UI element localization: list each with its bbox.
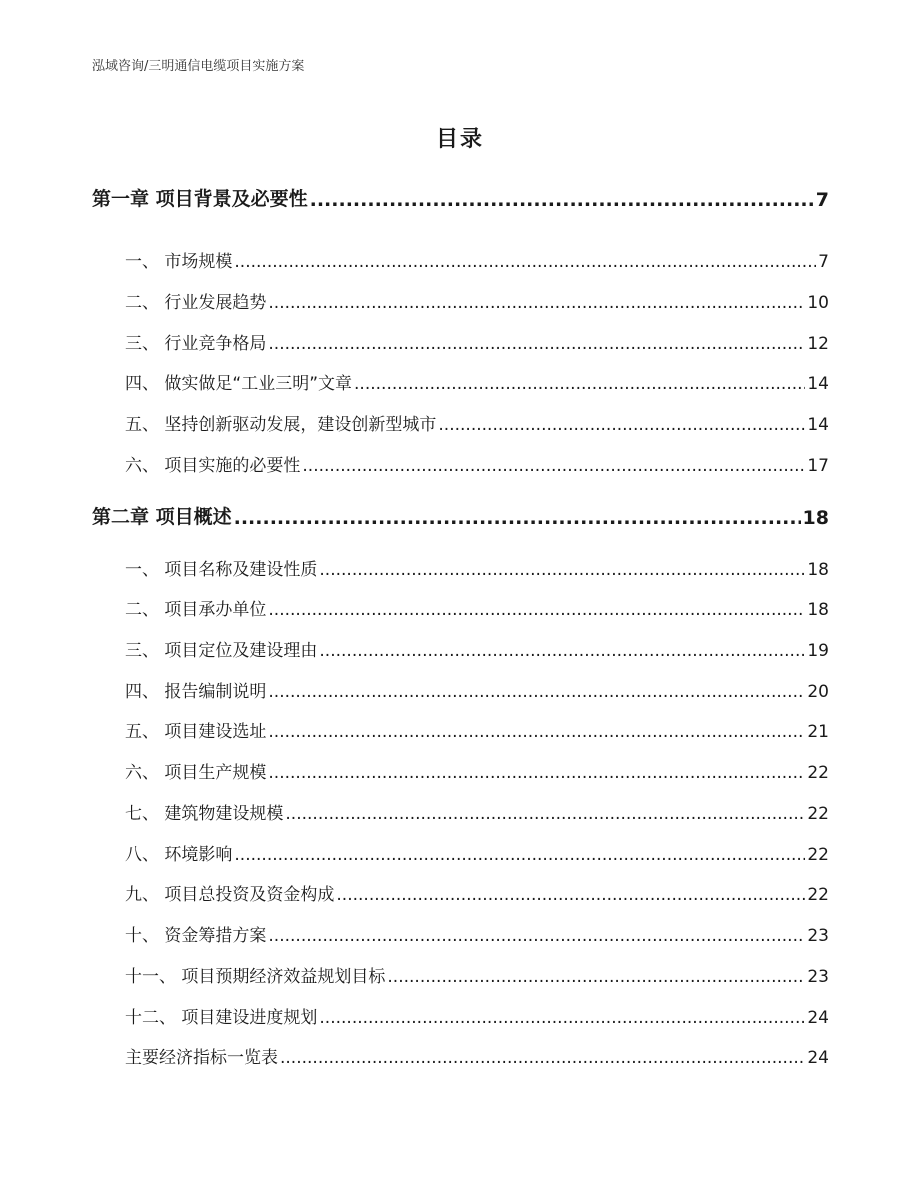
toc-page-number: 18: [807, 560, 829, 580]
toc-entry[interactable]: [125, 636, 829, 661]
toc-page-number: 21: [807, 722, 829, 742]
toc-page-number: 22: [807, 845, 829, 865]
toc-entry[interactable]: [125, 677, 829, 702]
toc-entry-label: 主要经济指标一览表: [125, 1048, 278, 1068]
toc-leader-dots: [319, 1008, 805, 1028]
toc-entry-label: 一、 项目名称及建设性质: [125, 560, 318, 580]
toc-page-number: 14: [807, 374, 829, 394]
running-header: 泓域咨询/三明通信电缆项目实施方案: [92, 59, 305, 74]
toc-entry[interactable]: [125, 1043, 829, 1068]
toc-leader-dots: [319, 560, 805, 580]
toc-entry[interactable]: [125, 840, 829, 865]
toc-leader-dots: [302, 456, 805, 476]
toc-entry[interactable]: [125, 369, 829, 394]
toc-page-number: 23: [807, 967, 829, 987]
toc-entry[interactable]: [125, 288, 829, 313]
toc-leader-dots: [268, 926, 805, 946]
toc-entry[interactable]: [125, 555, 829, 580]
toc-entry-label: 第二章 项目概述: [92, 506, 232, 528]
toc-entry-label: 十二、 项目建设进度规划: [125, 1008, 318, 1028]
toc-page-number: 7: [815, 189, 829, 211]
toc-entry-label: 十、 资金筹措方案: [125, 926, 267, 946]
toc-entry[interactable]: [125, 758, 829, 783]
toc-entry-label: 七、 建筑物建设规模: [125, 804, 284, 824]
toc-entry[interactable]: [125, 717, 829, 742]
toc-entry-label: 三、 项目定位及建设理由: [125, 641, 318, 661]
toc-leader-dots: [438, 415, 805, 435]
toc-entry[interactable]: [125, 410, 829, 435]
toc-leader-dots: [280, 1048, 805, 1068]
toc-leader-dots: [268, 722, 805, 742]
toc-leader-dots: [268, 600, 805, 620]
toc-entry-label: 二、 项目承办单位: [125, 600, 267, 620]
toc-entry-label: 十一、 项目预期经济效益规划目标: [125, 967, 386, 987]
toc-entry-label: 三、 行业竞争格局: [125, 334, 267, 354]
toc-entry-label: 八、 环境影响: [125, 845, 233, 865]
toc-page-number: 22: [807, 804, 829, 824]
toc-page-number: 22: [807, 763, 829, 783]
toc-leader-dots: [268, 293, 805, 313]
header-divider: [90, 78, 830, 79]
toc-entry-label: 五、 坚持创新驱动发展，建设创新型城市: [125, 415, 437, 435]
toc-page-number: 23: [807, 926, 829, 946]
toc-leader-dots: [268, 334, 805, 354]
toc-entry[interactable]: [125, 799, 829, 824]
toc-leader-dots: [234, 845, 805, 865]
toc-chapter-1[interactable]: [92, 184, 829, 211]
toc-page-number: 14: [807, 415, 829, 435]
toc-chapter-2[interactable]: [92, 502, 829, 529]
toc-entry[interactable]: [125, 247, 829, 272]
toc-entry-label: 九、 项目总投资及资金构成: [125, 885, 335, 905]
toc-leader-dots: [234, 507, 801, 529]
toc-leader-dots: [319, 641, 805, 661]
toc-page-number: 22: [807, 885, 829, 905]
toc-entry[interactable]: [125, 880, 829, 905]
toc-leader-dots: [336, 885, 805, 905]
toc-page-number: 19: [807, 641, 829, 661]
toc-page-number: 12: [807, 334, 829, 354]
toc-page-number: 24: [807, 1008, 829, 1028]
toc-entry[interactable]: [125, 595, 829, 620]
toc-page-number: 20: [807, 682, 829, 702]
toc-entry-label: 六、 项目实施的必要性: [125, 456, 301, 476]
toc-page-number: 24: [807, 1048, 829, 1068]
toc-entry-label: 五、 项目建设选址: [125, 722, 267, 742]
toc-entry-label: 一、 市场规模: [125, 252, 233, 272]
toc-leader-dots: [310, 189, 814, 211]
toc-entry[interactable]: [125, 451, 829, 476]
toc-leader-dots: [234, 252, 816, 272]
toc-page-number: 17: [807, 456, 829, 476]
toc-entry[interactable]: [125, 329, 829, 354]
page-title: 目录: [435, 127, 484, 152]
toc-leader-dots: [285, 804, 805, 824]
toc-entry-label: 六、 项目生产规模: [125, 763, 267, 783]
toc-entry-label: 四、 报告编制说明: [125, 682, 267, 702]
toc-entry-label: 四、 做实做足“工业三明”文章: [125, 374, 353, 394]
toc-leader-dots: [268, 682, 805, 702]
toc-page-number: 18: [802, 507, 829, 529]
toc-entry-label: 第一章 项目背景及必要性: [92, 188, 308, 210]
toc-entry[interactable]: [125, 962, 829, 987]
toc-leader-dots: [387, 967, 805, 987]
toc-page-number: 18: [807, 600, 829, 620]
toc-entry[interactable]: [125, 1003, 829, 1028]
toc-leader-dots: [354, 374, 805, 394]
toc-entry-label: 二、 行业发展趋势: [125, 293, 267, 313]
toc-page-number: 7: [818, 252, 829, 272]
toc-page-number: 10: [807, 293, 829, 313]
toc-entry[interactable]: [125, 921, 829, 946]
toc-leader-dots: [268, 763, 805, 783]
